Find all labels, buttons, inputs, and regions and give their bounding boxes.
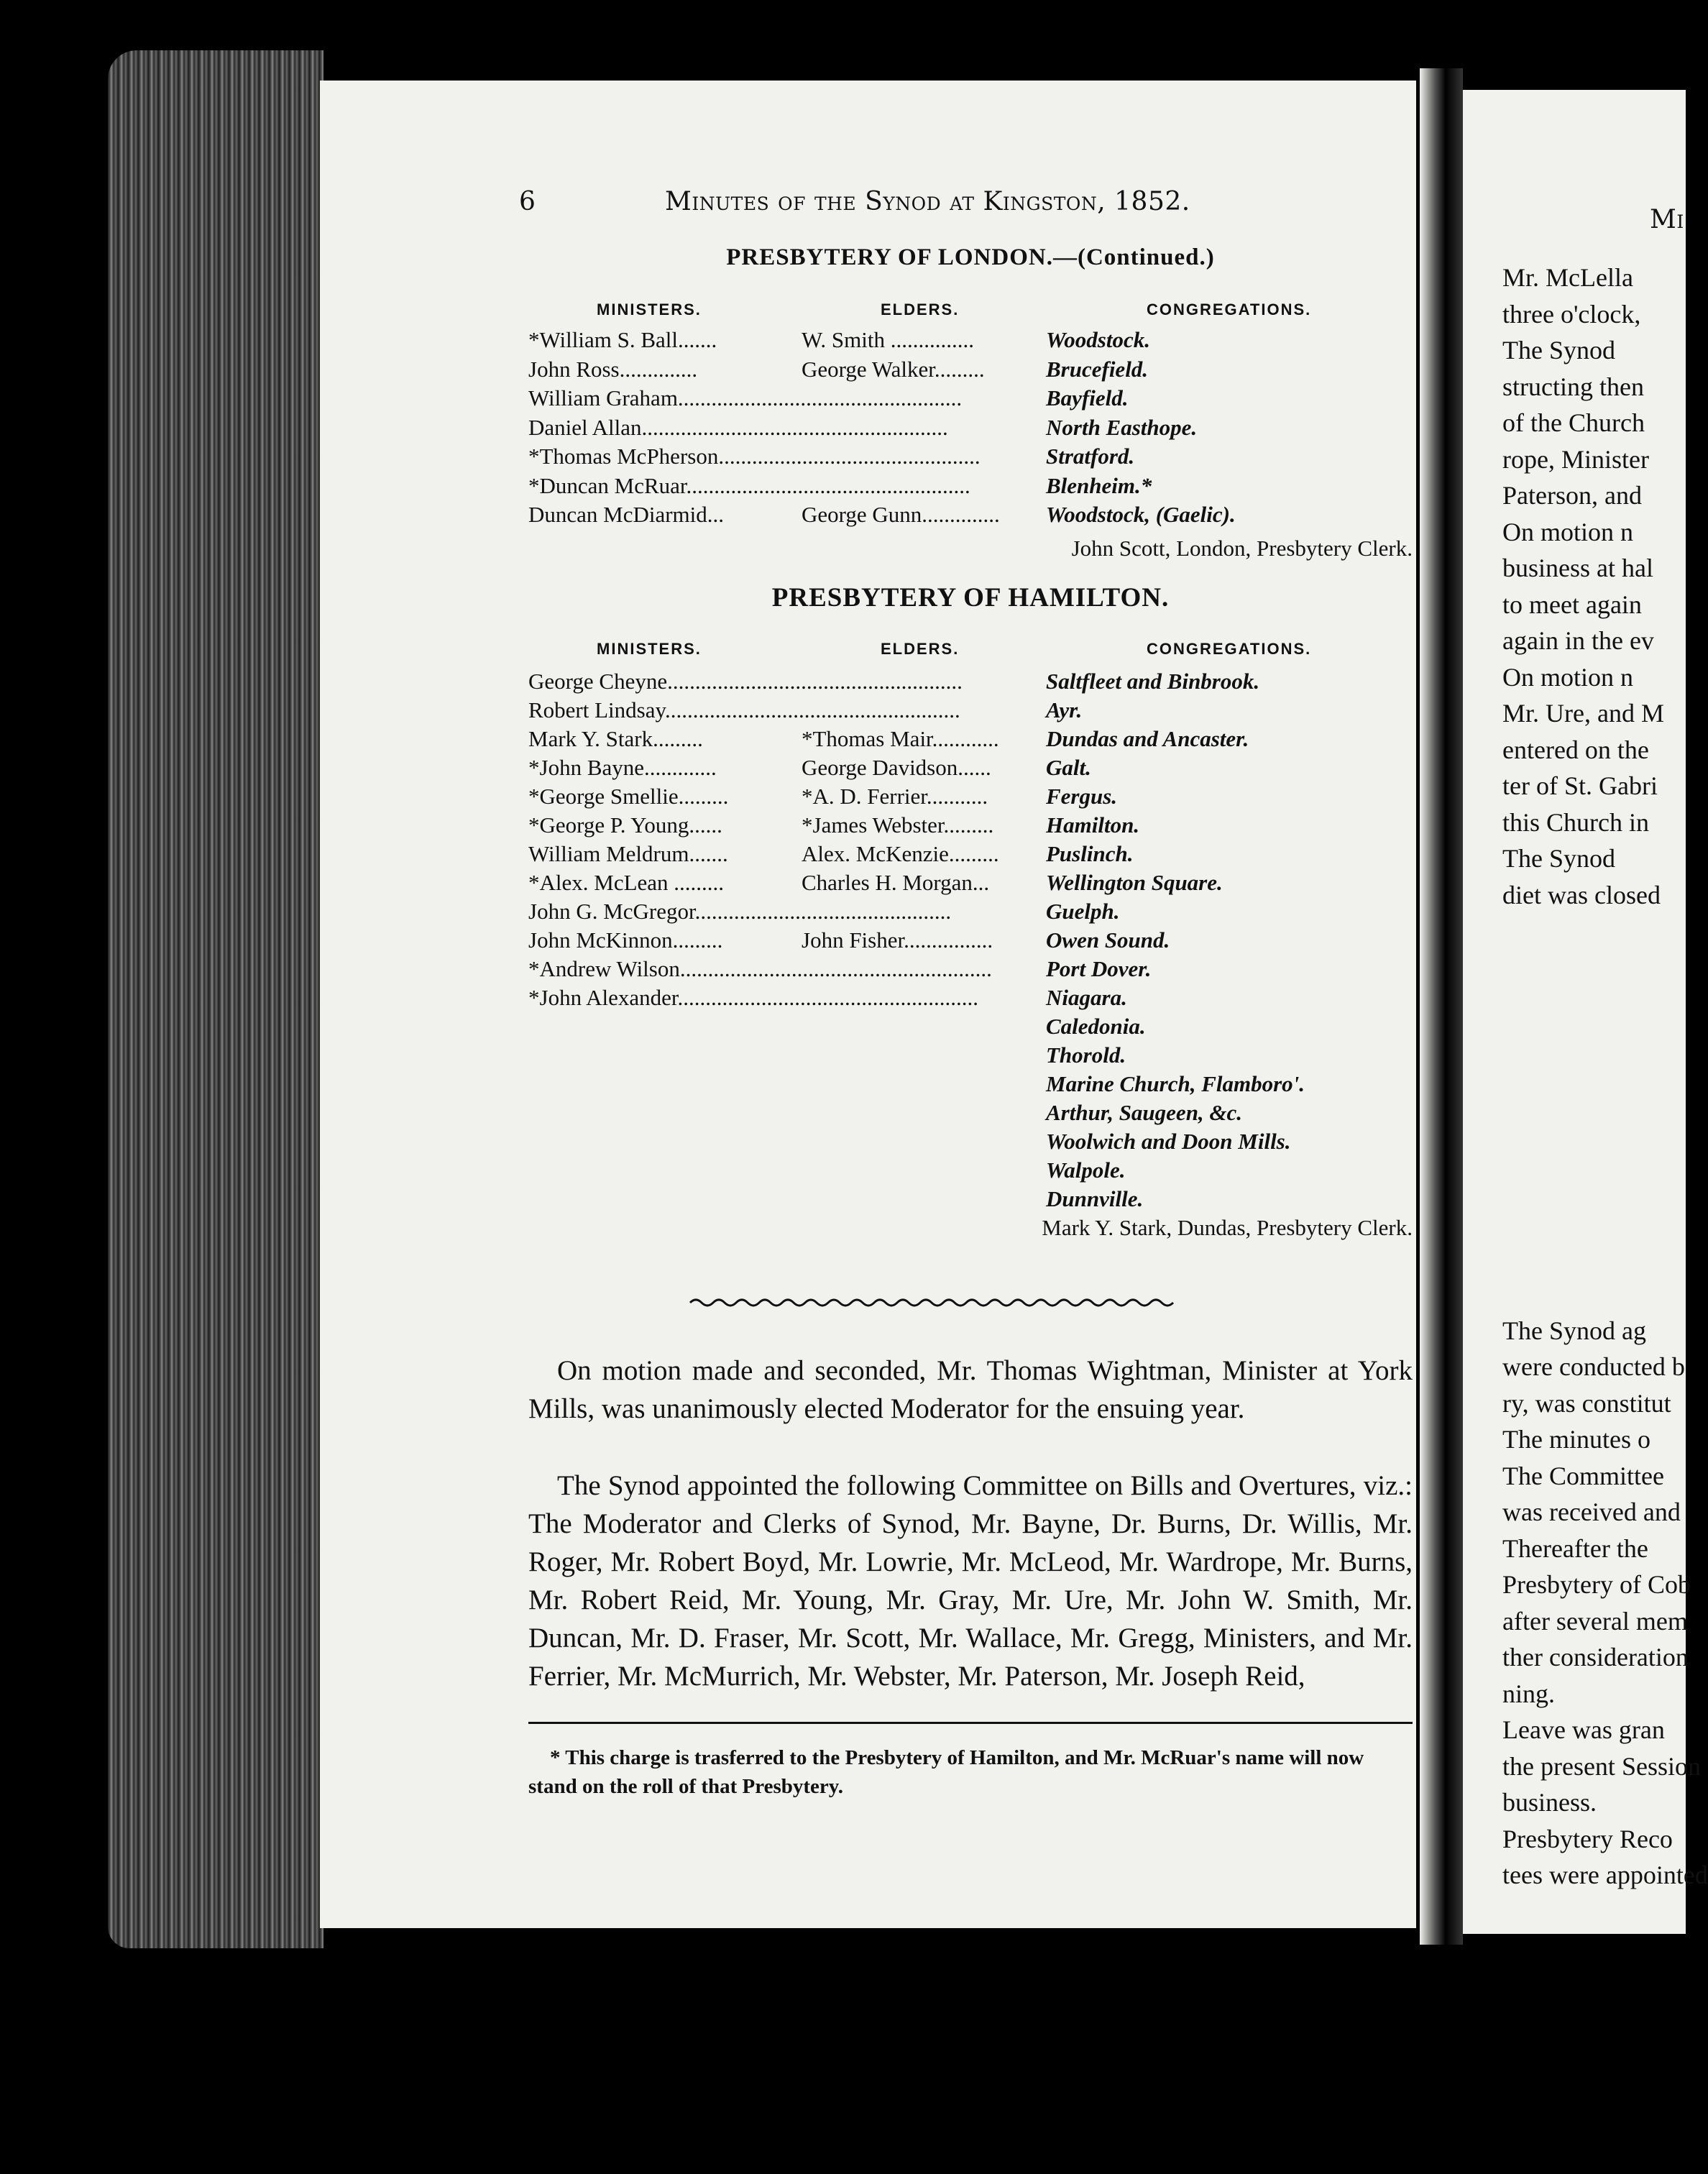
table-row: [528, 473, 1413, 502]
table-row: [528, 841, 1413, 870]
minister-cell: *George Smellie.........: [528, 784, 729, 809]
right-text-line: Presbytery Reco: [1502, 1824, 1673, 1853]
minister-cell: *George P. Young......: [528, 812, 722, 838]
right-text-line: Thereafter the: [1502, 1533, 1648, 1563]
footnote-rule: [528, 1722, 1413, 1724]
table-row: [528, 985, 1413, 1014]
right-text-line: after several mem: [1502, 1606, 1688, 1636]
minister-cell: John McKinnon.........: [528, 927, 723, 953]
congregation-cell: Dundas and Ancaster.: [1046, 726, 1249, 751]
right-text-line: diet was closed: [1502, 880, 1661, 909]
table-row: [528, 444, 1413, 472]
table-row: [528, 385, 1413, 414]
minister-cell: William Graham...................................................: [528, 385, 963, 411]
minister-cell: *John Alexander......................................................: [528, 985, 978, 1010]
table-row: [528, 697, 1413, 726]
right-text-line: On motion n: [1502, 662, 1634, 692]
minister-cell: John G. McGregor..............................................: [528, 899, 952, 924]
congregation-cell: Stratford.: [1046, 444, 1135, 469]
congregation-cell: Brucefield.: [1046, 356, 1149, 382]
hamilton-title: PRESBYTERY OF HAMILTON.: [771, 583, 1170, 613]
right-text-line: this Church in: [1502, 807, 1649, 837]
right-text-line: rope, Minister: [1502, 444, 1649, 474]
minister-cell: *John Bayne.............: [528, 755, 717, 780]
right-text-line: the present Session: [1502, 1751, 1701, 1781]
right-text-line: The Synod: [1502, 336, 1615, 364]
right-text-line: The Synod ag: [1502, 1316, 1646, 1345]
congregation-cell: Owen Sound.: [1046, 927, 1170, 953]
congregation-cell: Blenheim.*: [1046, 472, 1152, 498]
table-row: [528, 1157, 1413, 1186]
minister-cell: Robert Lindsay.....................................................: [528, 697, 960, 723]
london-header-elders: ELDERS.: [881, 301, 960, 318]
table-row: [528, 927, 1413, 956]
elder-cell: Charles H. Morgan...: [802, 870, 990, 895]
congregation-cell: Puslinch.: [1046, 841, 1134, 866]
table-row: [528, 956, 1413, 985]
elder-cell: George Walker.........: [802, 356, 985, 382]
table-row: [528, 1071, 1413, 1100]
right-text-line: On motion n: [1502, 517, 1634, 546]
table-row: [528, 1042, 1413, 1071]
minister-cell: John Ross..............: [528, 356, 698, 382]
minister-cell: William Meldrum.......: [528, 841, 728, 866]
right-text-line: business at hal: [1502, 554, 1653, 582]
right-text-line: Leave was gran: [1502, 1715, 1665, 1744]
congregation-cell: Marine Church, Flamboro'.: [1046, 1071, 1305, 1096]
right-text-line: ning.: [1502, 1679, 1556, 1708]
table-row: [528, 327, 1413, 356]
table-row: [528, 415, 1413, 444]
right-text-line: ther consideration: [1502, 1643, 1689, 1671]
elder-cell: John Fisher................: [802, 927, 993, 953]
congregation-cell: Woodstock.: [1046, 327, 1150, 352]
hamilton-header-ministers: MINISTERS.: [597, 640, 702, 658]
elder-cell: *Thomas Mair............: [802, 726, 999, 751]
minister-cell: Mark Y. Stark.........: [528, 726, 703, 751]
table-row: [528, 784, 1413, 812]
elder-cell: George Gunn..............: [802, 502, 1000, 527]
right-text-line: ry, was constitut: [1502, 1388, 1671, 1418]
elder-cell: *James Webster.........: [802, 812, 994, 838]
right-text-line: The Committee: [1502, 1461, 1664, 1490]
right-text-line: Mr. McLella: [1502, 263, 1633, 292]
page-edges: [108, 50, 323, 1948]
minister-cell: George Cheyne.....................................................: [528, 669, 963, 694]
congregation-cell: Port Dover.: [1046, 956, 1152, 981]
congregation-cell: Caledonia.: [1046, 1014, 1146, 1039]
right-text-line: was received and: [1502, 1498, 1681, 1526]
congregation-cell: Saltfleet and Binbrook.: [1046, 669, 1260, 694]
congregation-cell: Wellington Square.: [1046, 870, 1223, 895]
congregation-cell: Ayr.: [1046, 697, 1083, 723]
committee-paragraph: The Synod appointed the following Committee on Bills and Overtures, viz.: The Moderator and Clerks of Synod, Mr. Bayne, Dr. Burns, Dr. Willis, Mr. Roger, Mr. Robert Boyd, Mr. Lowrie, Mr. McLeod, Mr. Wardrope, Mr. Burns, Mr. Robert Reid, Mr. Young, Mr. Gray, Mr. Ure, Mr. John W. Smith, Mr. Duncan, Mr. D. Fraser, Mr. Scott, Mr. Wallace, Mr. Gregg, Ministers, and Mr. Ferrier, Mr. McMurrich, Mr. Webster, Mr. Paterson, Mr. Joseph Reid,: [528, 1470, 1413, 1692]
right-text-line: The Synod: [1502, 844, 1615, 873]
table-row: [528, 357, 1413, 385]
table-row: [528, 502, 1413, 531]
table-row: [528, 669, 1413, 697]
congregation-cell: Galt.: [1046, 755, 1091, 780]
congregation-cell: Hamilton.: [1046, 812, 1140, 838]
running-head: Minutes of the Synod at Kingston, 1852.: [665, 187, 1190, 216]
london-clerk: John Scott, London, Presbytery Clerk.: [1071, 536, 1413, 561]
book-gutter: [1420, 68, 1463, 1945]
minister-cell: Duncan McDiarmid...: [528, 502, 725, 527]
page-number: 6: [519, 187, 536, 216]
right-text-line: The minutes o: [1502, 1425, 1650, 1454]
london-header-ministers: MINISTERS.: [597, 301, 702, 318]
elder-cell: *A. D. Ferrier...........: [802, 784, 988, 809]
congregation-cell: Walpole.: [1046, 1157, 1126, 1183]
minister-cell: *Alex. McLean .........: [528, 870, 725, 895]
table-row: [528, 1014, 1413, 1042]
right-text-line: entered on the: [1502, 735, 1649, 764]
london-header-congregations: CONGREGATIONS.: [1147, 301, 1312, 318]
elder-cell: W. Smith ...............: [802, 327, 974, 352]
hamilton-clerk: Mark Y. Stark, Dundas, Presbytery Clerk.: [1042, 1215, 1413, 1240]
congregation-cell: Thorold.: [1046, 1042, 1126, 1068]
hamilton-clerk-line: [528, 1215, 1413, 1244]
elder-cell: George Davidson......: [802, 755, 991, 780]
minister-cell: *Thomas McPherson...............................................: [528, 444, 981, 469]
congregation-cell: Dunnville.: [1046, 1186, 1144, 1211]
london-title: PRESBYTERY OF LONDON.—(Continued.): [726, 244, 1215, 270]
table-row: [528, 1186, 1413, 1215]
right-text-line: of the Church: [1502, 408, 1645, 437]
congregation-cell: Guelph.: [1046, 899, 1120, 924]
table-row: [528, 726, 1413, 755]
right-text-line: structing then: [1502, 372, 1644, 401]
right-text-line: Paterson, and: [1502, 481, 1642, 510]
congregation-cell: Arthur, Saugeen, &c.: [1046, 1100, 1243, 1125]
congregation-cell: Bayfield.: [1046, 385, 1129, 411]
table-row: [528, 1129, 1413, 1157]
congregation-cell: Woodstock, (Gaelic).: [1046, 502, 1236, 527]
right-text-line: ter of St. Gabri: [1502, 771, 1658, 800]
minister-cell: Daniel Allan.......................................................: [528, 414, 948, 440]
congregation-cell: Fergus.: [1046, 784, 1118, 809]
minister-cell: *Duncan McRuar...................................................: [528, 472, 970, 498]
congregation-cell: North Easthope.: [1046, 414, 1198, 440]
right-text-line: Presbytery of Cob: [1502, 1570, 1691, 1599]
london-clerk-line: [528, 536, 1413, 564]
right-text-line: Mr. Ure, and M: [1502, 699, 1664, 728]
table-row: [528, 812, 1413, 841]
elder-cell: Alex. McKenzie.........: [802, 841, 999, 866]
minister-cell: *Andrew Wilson........................................................: [528, 956, 992, 981]
moderator-paragraph: On motion made and seconded, Mr. Thomas Wightman, Minister at York Mills, was unanimously elected Moderator for the ensuing year.: [528, 1355, 1413, 1424]
right-text-line: again in the ev: [1502, 626, 1654, 655]
right-text-line: to meet again: [1502, 590, 1642, 619]
table-row: [528, 755, 1413, 784]
footnote: * This charge is trasferred to the Presbytery of Hamilton, and Mr. McRuar's name will now stand on the roll of that Presbytery.: [528, 1746, 1364, 1798]
right-text-line: tees were appointed: [1502, 1861, 1708, 1889]
congregation-cell: Woolwich and Doon Mills.: [1046, 1129, 1291, 1154]
table-row: [528, 899, 1413, 927]
table-row: [528, 870, 1413, 899]
hamilton-header-congregations: CONGREGATIONS.: [1147, 640, 1312, 658]
right-text-line: business.: [1502, 1788, 1597, 1817]
hamilton-header-elders: ELDERS.: [881, 640, 960, 658]
congregation-cell: Niagara.: [1046, 985, 1127, 1010]
minister-cell: *William S. Ball.......: [528, 327, 717, 352]
right-text-line: three o'clock,: [1502, 299, 1641, 329]
right-running-head: Mi: [1650, 205, 1684, 234]
right-text-line: were conducted b: [1502, 1352, 1685, 1381]
table-row: [528, 1100, 1413, 1129]
wavy-divider: [690, 1296, 1179, 1309]
